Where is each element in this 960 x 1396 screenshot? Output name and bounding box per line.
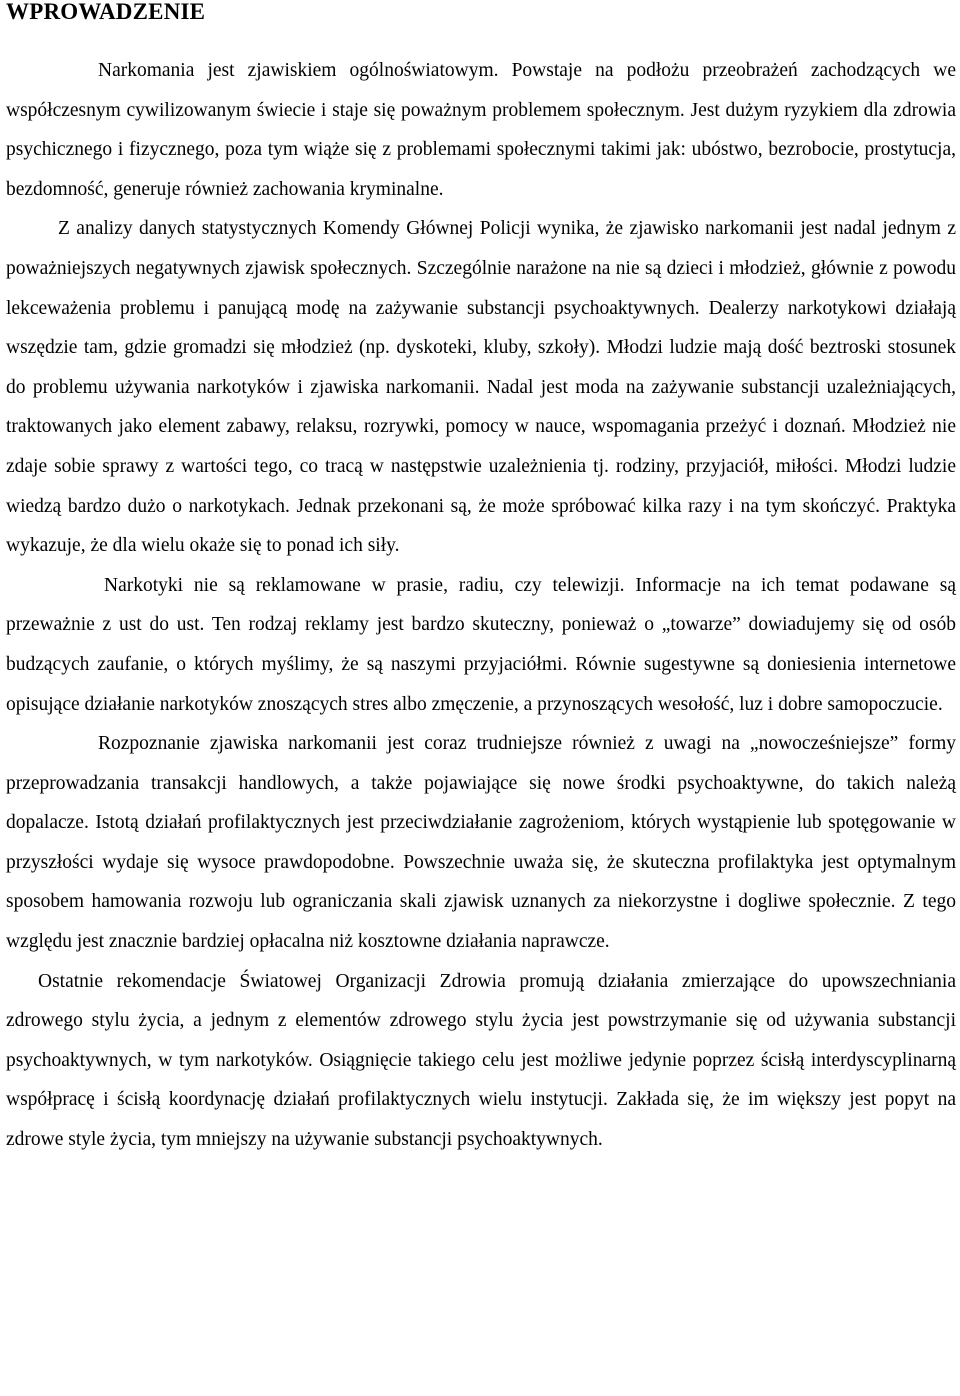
paragraph-5: Ostatnie rekomendacje Światowej Organizacji Zdrowia promują działania zmierzające do upowszechniania zdrowego stylu życia, a jednym z elementów zdrowego stylu życia jest powstrzymanie się od używania substancji psychoaktywnych, w tym narkotyków. Osiągnięcie takiego celu jest możliwe jedynie poprzez ścisłą interdyscyplinarną współpracę i ścisłą koordynację działań profilaktycznych wielu instytucji. Zakłada się, że im większy jest popyt na zdrowe style życia, tym mniejszy na używanie substancji psychoaktywnych. xyxy=(6,970,956,1151)
section-title: WPROWADZENIE xyxy=(6,0,206,24)
paragraph-4: Rozpoznanie zjawiska narkomanii jest coraz trudniejsze również z uwagi na „nowocześniejsze” formy przeprowadzania transakcji handlowych, a także pojawiające się nowe środki psychoaktywne, do takich należą dopalacze. Istotą działań profilaktycznych jest przeciwdziałanie zagrożeniom, których wystąpienie lub spotęgowanie w przyszłości wydaje się wysoce prawdopodobne. Powszechnie uważa się, że skuteczna profilaktyka jest optymalnym sposobem hamowania rozwoju lub ograniczania skali zjawisk uznanych za niekorzystne i dogliwe społecznie. Z tego względu jest znacznie bardziej opłacalna niż kosztowne działania naprawcze. xyxy=(6,733,956,953)
paragraph-3: Narkotyki nie są reklamowane w prasie, radiu, czy telewizji. Informacje na ich temat podawane są przeważnie z ust do ust. Ten rodzaj reklamy jest bardzo skuteczny, ponieważ o „towarze” dowiadujemy się od osób budzących zaufanie, o których myślimy, że są naszymi przyjaciółmi. Równie sugestywne są doniesienia internetowe opisujące działanie narkotyków znoszących stres albo zmęczenie, a przynoszących wesołość, luz i dobre samopoczucie. xyxy=(6,574,956,715)
document-page xyxy=(6,0,956,1160)
paragraph-1: Narkomania jest zjawiskiem ogólnoświatowym. Powstaje na podłożu przeobrażeń zachodzących we współczesnym cywilizowanym świecie i staje się poważnym problemem społecznym. Jest dużym ryzykiem dla zdrowia psychicznego i fizycznego, poza tym wiąże się z problemami społecznymi takimi jak: ubóstwo, bezrobocie, prostytucja, bezdomność, generuje również zachowania kryminalne. xyxy=(6,60,956,200)
paragraph-2: Z analizy danych statystycznych Komendy Głównej Policji wynika, że zjawisko narkomanii jest nadal jednym z poważniejszych negatywnych zjawisk społecznych. Szczególnie narażone na nie są dzieci i młodzież, głównie z powodu lekceważenia problemu i panującą modę na zażywanie substancji psychoaktywnych. Dealerzy narkotykowi działają wszędzie tam, gdzie gromadzi się młodzież (np. dyskoteki, kluby, szkoły). Młodzi ludzie mają dość beztroski stosunek do problemu używania narkotyków i zjawiska narkomanii. Nadal jest moda na zażywanie substancji uzależniających, traktowanych jako element zabawy, relaksu, rozrywki, pomocy w nauce, wspomagania przeżyć i doznań. Młodzież nie zdaje sobie sprawy z wartości tego, co tracą w następstwie uzależnienia tj. rodziny, przyjaciół, miłości. Młodzi ludzie wiedzą bardzo dużo o narkotykach. Jednak przekonani są, że może spróbować kilka razy i na tym skończyć. Praktyka wykazuje, że dla wielu okaże się to ponad ich siły. xyxy=(6,218,956,557)
